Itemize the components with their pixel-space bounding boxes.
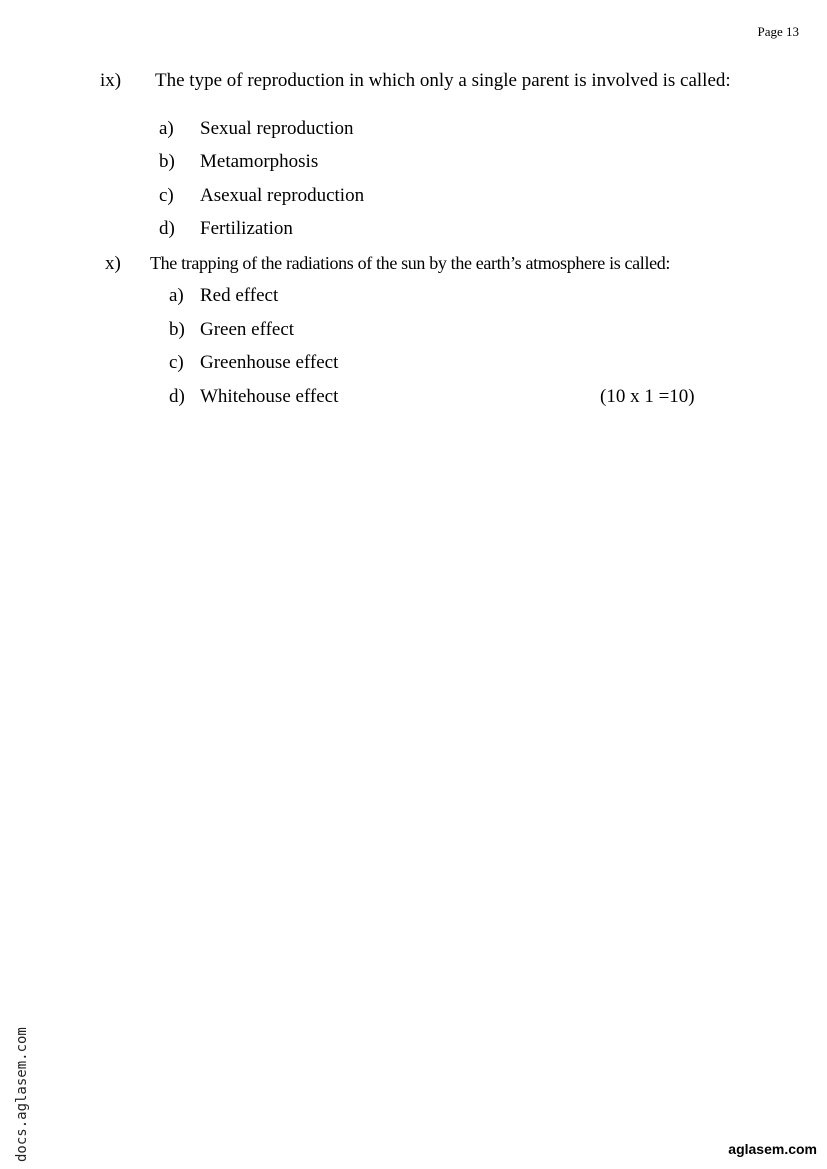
option-letter: c) <box>159 185 174 206</box>
option-text: Fertilization <box>200 218 293 239</box>
option-text: Metamorphosis <box>200 151 319 172</box>
side-watermark: docs.aglasem.com <box>14 1027 30 1162</box>
option-letter: b) <box>169 319 185 340</box>
marks-allocation: (10 x 1 =10) <box>600 386 695 407</box>
option-letter: b) <box>159 151 175 172</box>
question-number: ix) <box>100 70 122 91</box>
option-text: Asexual reproduction <box>200 185 365 206</box>
question-text: The trapping of the radiations of the sun by the earth’s atmosphere is called: <box>150 253 671 273</box>
option-text: Whitehouse effect <box>200 386 339 407</box>
option-text: Red effect <box>200 285 279 306</box>
question-text: The type of reproduction in which only a single parent is involved is called: <box>155 70 731 91</box>
option-text: Sexual reproduction <box>200 118 354 139</box>
footer-brand: aglasem.com <box>728 1141 817 1157</box>
option-letter: d) <box>159 218 175 239</box>
option-letter: d) <box>169 386 185 407</box>
question-number: x) <box>105 253 121 274</box>
option-text: Green effect <box>200 319 295 340</box>
page-number: Page 13 <box>757 24 799 39</box>
option-letter: a) <box>159 118 174 139</box>
option-letter: c) <box>169 352 184 373</box>
option-letter: a) <box>169 285 184 306</box>
option-text: Greenhouse effect <box>200 352 339 373</box>
